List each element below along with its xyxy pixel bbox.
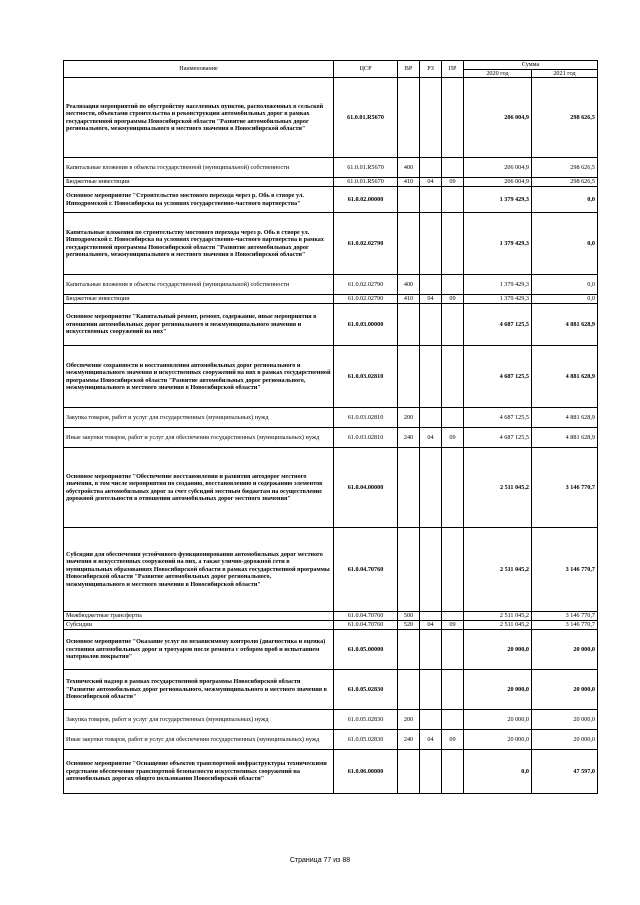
table-row (64, 670, 598, 710)
cell-rz (420, 213, 442, 275)
cell-csr: 61.0.04.70760 (334, 621, 398, 630)
cell-vr (398, 448, 420, 528)
table-body (64, 78, 598, 794)
cell-vr: 410 (398, 178, 420, 187)
header-year-2020: 2020 год (464, 69, 532, 78)
cell-sum-2021: 298 626,5 (532, 78, 598, 158)
table-row (64, 295, 598, 304)
cell-name: Основное мероприятие "Оснащение объектов транспортной инфраструктуры техническими средствами обеспечения транспортной безопасности искусственных сооружений на автомобильных дорогах общего пользования Новосибирской области" (64, 750, 334, 794)
cell-csr: 61.0.04.70760 (334, 528, 398, 612)
cell-name: Основное мероприятие "Оказание услуг по независимому контролю (диагностика и оценка) состояния автомобильных дорог и тротуаров после ремонта с отбором проб и испытанием материалов покрытия" (64, 630, 334, 670)
cell-csr: 61.0.05.02830 (334, 730, 398, 750)
cell-pr: 09 (442, 730, 464, 750)
cell-sum-2020: 20 000,0 (464, 730, 532, 750)
cell-pr (442, 710, 464, 730)
cell-rz: 04 (420, 621, 442, 630)
cell-vr: 200 (398, 408, 420, 428)
budget-table (63, 60, 598, 794)
table-row (64, 710, 598, 730)
cell-rz (420, 275, 442, 295)
cell-name: Капитальные вложения в объекты государственной (муниципальной) собственности (64, 275, 334, 295)
cell-rz (420, 448, 442, 528)
cell-vr (398, 187, 420, 213)
cell-pr: 09 (442, 295, 464, 304)
cell-sum-2021: 0,0 (532, 187, 598, 213)
table-row (64, 448, 598, 528)
table-row (64, 621, 598, 630)
cell-rz (420, 187, 442, 213)
cell-sum-2020: 20 000,0 (464, 710, 532, 730)
cell-name: Капитальные вложения по строительству мостового перехода через р. Обь в створе ул. Ипподромской г. Новосибирска на условиях государственно-частного партнерства в рамках государственной программы Новосибирской области "Развитие автомобильных дорог регионального, межмуниципального и местного значения в Новосибирской области" (64, 213, 334, 275)
cell-sum-2020: 0,0 (464, 750, 532, 794)
cell-pr (442, 213, 464, 275)
cell-sum-2021: 20 000,0 (532, 730, 598, 750)
cell-pr (442, 346, 464, 408)
cell-csr: 61.0.02.00000 (334, 187, 398, 213)
cell-vr (398, 213, 420, 275)
header-rz: РЗ (420, 61, 442, 78)
cell-pr: 09 (442, 178, 464, 187)
cell-sum-2021: 20 000,0 (532, 670, 598, 710)
cell-sum-2020: 206 004,9 (464, 158, 532, 178)
cell-name: Субсидии (64, 621, 334, 630)
cell-sum-2020: 2 511 045,2 (464, 612, 532, 621)
cell-vr: 400 (398, 158, 420, 178)
cell-rz: 04 (420, 428, 442, 448)
cell-rz: 04 (420, 295, 442, 304)
cell-sum-2020: 20 000,0 (464, 630, 532, 670)
cell-csr: 61.0.03.00000 (334, 304, 398, 346)
cell-sum-2021: 4 881 628,9 (532, 346, 598, 408)
cell-pr (442, 612, 464, 621)
cell-rz (420, 528, 442, 612)
cell-vr (398, 630, 420, 670)
cell-sum-2020: 2 511 045,2 (464, 448, 532, 528)
cell-sum-2021: 4 881 628,9 (532, 428, 598, 448)
header-pr: ПР (442, 61, 464, 78)
cell-vr (398, 346, 420, 408)
cell-csr: 61.0.02.02790 (334, 213, 398, 275)
cell-vr (398, 304, 420, 346)
cell-vr: 240 (398, 730, 420, 750)
cell-sum-2020: 1 379 429,3 (464, 275, 532, 295)
cell-name: Закупка товаров, работ и услуг для государственных (муниципальных) нужд (64, 408, 334, 428)
cell-vr: 200 (398, 710, 420, 730)
cell-name: Капитальные вложения в объекты государственной (муниципальной) собственности (64, 158, 334, 178)
cell-name: Реализация мероприятий по обустройству населенных пунктов, расположенных в сельской местности, объектами строительства и реконструкции автомобильных дорог в рамках государственной программы Новосибирской области "Развитие автомобильных дорог регионального, межмуниципального и местного значения в Новосибирской области" (64, 78, 334, 158)
cell-rz (420, 304, 442, 346)
cell-name: Межбюджетные трансферты (64, 612, 334, 621)
cell-name: Основное мероприятие "Обеспечение восстановления и развития автодорог местного значения, в том числе мероприятия по созданию, восстановлению и содержанию элементов обустройства автомобильных дорог за счет субсидий местным бюджетам на осуществление дорожной деятельности в отношении автомобильных дорог местного значения" (64, 448, 334, 528)
cell-csr: 61.0.03.02810 (334, 346, 398, 408)
cell-sum-2021: 0,0 (532, 295, 598, 304)
cell-pr (442, 630, 464, 670)
cell-sum-2020: 4 687 125,5 (464, 428, 532, 448)
cell-csr: 61.0.04.00000 (334, 448, 398, 528)
cell-rz (420, 630, 442, 670)
cell-name: Обеспечение сохранности и восстановления автомобильных дорог регионального и межмуниципального значения и искусственных сооружений на них в рамках государственной программы Новосибирской области "Развитие автомобильных дорог регионального, межмуниципального и местного значения в Новосибирской области" (64, 346, 334, 408)
header-vr: ВР (398, 61, 420, 78)
cell-vr: 500 (398, 612, 420, 621)
cell-sum-2021: 20 000,0 (532, 710, 598, 730)
table-row (64, 750, 598, 794)
cell-pr (442, 408, 464, 428)
header-sum: Сумма (464, 61, 598, 70)
cell-name: Бюджетные инвестиции (64, 178, 334, 187)
cell-sum-2020: 4 687 125,5 (464, 304, 532, 346)
cell-rz: 04 (420, 178, 442, 187)
cell-rz (420, 670, 442, 710)
cell-sum-2020: 4 687 125,5 (464, 346, 532, 408)
cell-rz (420, 78, 442, 158)
cell-vr: 240 (398, 428, 420, 448)
cell-pr (442, 275, 464, 295)
cell-vr (398, 670, 420, 710)
cell-csr: 61.0.05.00000 (334, 630, 398, 670)
cell-pr (442, 158, 464, 178)
cell-sum-2020: 206 004,9 (464, 178, 532, 187)
cell-sum-2021: 0,0 (532, 213, 598, 275)
cell-sum-2021: 298 626,5 (532, 158, 598, 178)
cell-csr: 61.0.01.R5670 (334, 158, 398, 178)
cell-csr: 61.0.06.00000 (334, 750, 398, 794)
cell-vr: 400 (398, 275, 420, 295)
cell-csr: 61.0.03.02810 (334, 428, 398, 448)
cell-vr (398, 78, 420, 158)
cell-csr: 61.0.05.02830 (334, 670, 398, 710)
cell-pr (442, 187, 464, 213)
table-row (64, 630, 598, 670)
cell-rz (420, 750, 442, 794)
page-number: Страница 77 из 88 (289, 857, 351, 864)
cell-name: Основное мероприятие "Строительство мостового перехода через р. Обь в створе ул. Ипподромской г. Новосибирска на условиях государственно-частного партнерства" (64, 187, 334, 213)
cell-pr (442, 750, 464, 794)
table-row (64, 187, 598, 213)
cell-csr: 61.0.01.R5670 (334, 78, 398, 158)
cell-rz (420, 710, 442, 730)
table-row (64, 730, 598, 750)
cell-pr: 09 (442, 621, 464, 630)
cell-name: Бюджетные инвестиции (64, 295, 334, 304)
cell-sum-2020: 2 511 045,2 (464, 528, 532, 612)
cell-sum-2020: 4 687 125,5 (464, 408, 532, 428)
cell-vr: 410 (398, 295, 420, 304)
table-row (64, 612, 598, 621)
cell-sum-2020: 20 000,0 (464, 670, 532, 710)
table-row (64, 346, 598, 408)
cell-sum-2020: 206 004,9 (464, 78, 532, 158)
cell-name: Технический надзор в рамках государственной программы Новосибирской области "Развитие автомобильных дорог регионального, межмуниципального и местного значения в Новосибирской области" (64, 670, 334, 710)
cell-pr (442, 304, 464, 346)
cell-sum-2021: 4 881 628,9 (532, 408, 598, 428)
table-row (64, 528, 598, 612)
cell-name: Иные закупки товаров, работ и услуг для обеспечения государственных (муниципальных) нужд (64, 730, 334, 750)
table-row (64, 158, 598, 178)
cell-pr: 09 (442, 428, 464, 448)
cell-csr: 61.0.04.70760 (334, 612, 398, 621)
cell-sum-2020: 2 511 045,2 (464, 621, 532, 630)
cell-pr (442, 448, 464, 528)
table-row (64, 428, 598, 448)
cell-sum-2020: 1 379 429,3 (464, 295, 532, 304)
cell-sum-2021: 20 000,0 (532, 630, 598, 670)
header-csr: ЦСР (334, 61, 398, 78)
cell-csr: 61.0.02.02790 (334, 275, 398, 295)
cell-sum-2020: 1 379 429,3 (464, 187, 532, 213)
cell-vr (398, 750, 420, 794)
cell-sum-2020: 1 379 429,3 (464, 213, 532, 275)
cell-pr (442, 670, 464, 710)
cell-sum-2021: 0,0 (532, 275, 598, 295)
cell-sum-2021: 3 146 770,7 (532, 528, 598, 612)
cell-csr: 61.0.05.02830 (334, 710, 398, 730)
cell-csr: 61.0.02.02790 (334, 295, 398, 304)
cell-sum-2021: 3 146 770,7 (532, 448, 598, 528)
cell-name: Иные закупки товаров, работ и услуг для обеспечения государственных (муниципальных) нужд (64, 428, 334, 448)
cell-name: Закупка товаров, работ и услуг для государственных (муниципальных) нужд (64, 710, 334, 730)
cell-pr (442, 528, 464, 612)
cell-rz (420, 158, 442, 178)
cell-name: Основное мероприятие "Капитальный ремонт, ремонт, содержание, иные мероприятия в отношении автомобильных дорог регионального и межмуниципального значения и искусственных сооружений на них" (64, 304, 334, 346)
table-row (64, 275, 598, 295)
cell-sum-2021: 4 881 628,9 (532, 304, 598, 346)
table-row (64, 78, 598, 158)
cell-rz: 04 (420, 730, 442, 750)
cell-csr: 61.0.03.02810 (334, 408, 398, 428)
table-row (64, 213, 598, 275)
cell-rz (420, 346, 442, 408)
cell-rz (420, 408, 442, 428)
cell-sum-2021: 3 146 770,7 (532, 621, 598, 630)
header-name: Наименование (64, 61, 334, 78)
table-row (64, 178, 598, 187)
table-row (64, 304, 598, 346)
header-year-2021: 2021 год (532, 69, 598, 78)
cell-csr: 61.0.01.R5670 (334, 178, 398, 187)
cell-sum-2021: 3 146 770,7 (532, 612, 598, 621)
cell-sum-2021: 298 626,5 (532, 178, 598, 187)
cell-rz (420, 612, 442, 621)
cell-sum-2021: 47 597,0 (532, 750, 598, 794)
cell-vr: 520 (398, 621, 420, 630)
cell-vr (398, 528, 420, 612)
cell-name: Субсидии для обеспечения устойчивого функционирования автомобильных дорог местного значения и искусственных сооружений на них, а также улично-дорожной сети в муниципальных образованиях Новосибирской области в рамках государственной программы Новосибирской области "Развитие автомобильных дорог регионального, межмуниципального и местного значения в Новосибирской области" (64, 528, 334, 612)
table-row (64, 408, 598, 428)
cell-pr (442, 78, 464, 158)
